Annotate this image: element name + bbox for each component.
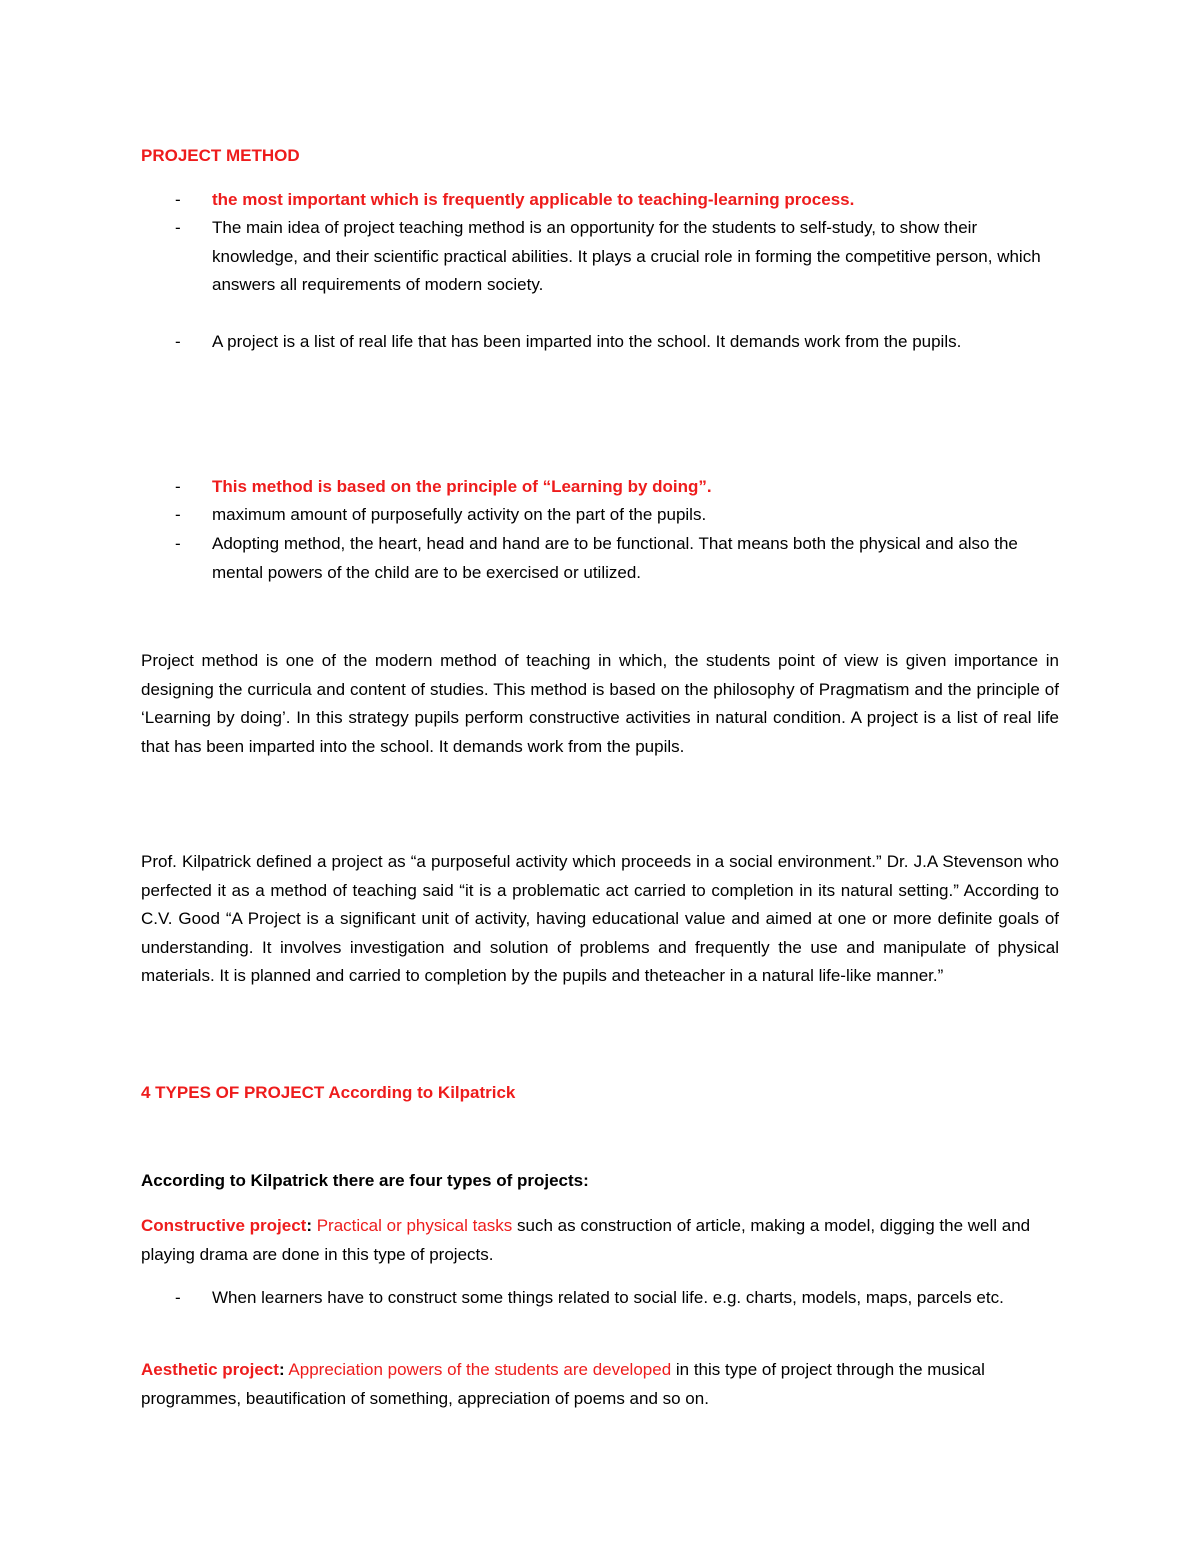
list-item-text: the most important which is frequently applicable to teaching-learning process. <box>212 190 855 209</box>
section-heading-types: 4 TYPES OF PROJECT According to Kilpatrick <box>141 1083 516 1102</box>
bullet-dash: - <box>175 505 181 524</box>
bullet-dash: - <box>175 1288 181 1307</box>
list-item-text: maximum amount of purposefully activity on the part of the pupils. <box>212 505 707 524</box>
paragraph-kilpatrick-definition: Prof. Kilpatrick defined a project as “a purposeful activity which proceeds in a social environment.” Dr. J.A Stevenson who perfected it as a method of teaching said “it is a problematic act carried to completion in its natural setting.” According to C.V. Good “A Project is a significant unit of activity, having educational value and aimed at one or more definite goals of understanding. It involves investigation and solution of problems and frequently the use and manipulate of physical materials. It is planned and carried to completion by the pupils and theteacher in a natural life-like manner.” <box>141 852 1059 985</box>
constructive-colon: : <box>306 1216 312 1235</box>
list-item-text: A project is a list of real life that has been imparted into the school. It demands work from the pupils. <box>212 332 962 351</box>
bullet-dash: - <box>175 332 181 351</box>
list-item-text: This method is based on the principle of “Learning by doing”. <box>212 477 712 496</box>
aesthetic-project-label: Aesthetic project <box>141 1360 279 1379</box>
constructive-project-paragraph <box>141 1212 1059 1269</box>
list-item-text: Adopting method, the heart, head and hand are to be functional. That means both the physical and also the mental powers of the child are to be exercised or utilized. <box>212 534 1018 582</box>
constructive-project-label: Constructive project <box>141 1216 307 1235</box>
types-intro: According to Kilpatrick there are four types of projects: <box>141 1171 589 1190</box>
aesthetic-description: in this type of project through the musical programmes, beautification of something, appreciation of poems and so on. <box>141 1360 985 1408</box>
aesthetic-highlight: Appreciation powers of the students are developed <box>288 1360 672 1379</box>
list-item-text: When learners have to construct some things related to social life. e.g. charts, models, maps, parcels etc. <box>212 1288 1004 1307</box>
page-title: PROJECT METHOD <box>141 146 300 165</box>
paragraph-project-method: Project method is one of the modern method of teaching in which, the students point of view is given importance in designing the curricula and content of studies. This method is based on the philosophy of Pragmatism and the principle of ‘Learning by doing’. In this strategy pupils perform constructive activities in natural condition. A project is a list of real life that has been imparted into the school. It demands work from the pupils. <box>141 651 1059 756</box>
aesthetic-project-paragraph <box>141 1356 1059 1413</box>
list-item-text: The main idea of project teaching method is an opportunity for the students to self-study, to show their knowledge, and their scientific practical abilities. It plays a crucial role in forming the competitive person, which answers all requirements of modern society. <box>212 218 1041 294</box>
constructive-description: such as construction of article, making a model, digging the well and playing drama are done in this type of projects. <box>141 1216 1031 1264</box>
bullet-dash: - <box>175 477 181 496</box>
constructive-highlight: Practical or physical tasks <box>316 1216 513 1235</box>
aesthetic-colon: : <box>278 1360 285 1379</box>
bullet-dash: - <box>175 190 181 209</box>
bullet-dash: - <box>175 218 181 237</box>
bullet-dash: - <box>175 534 181 553</box>
